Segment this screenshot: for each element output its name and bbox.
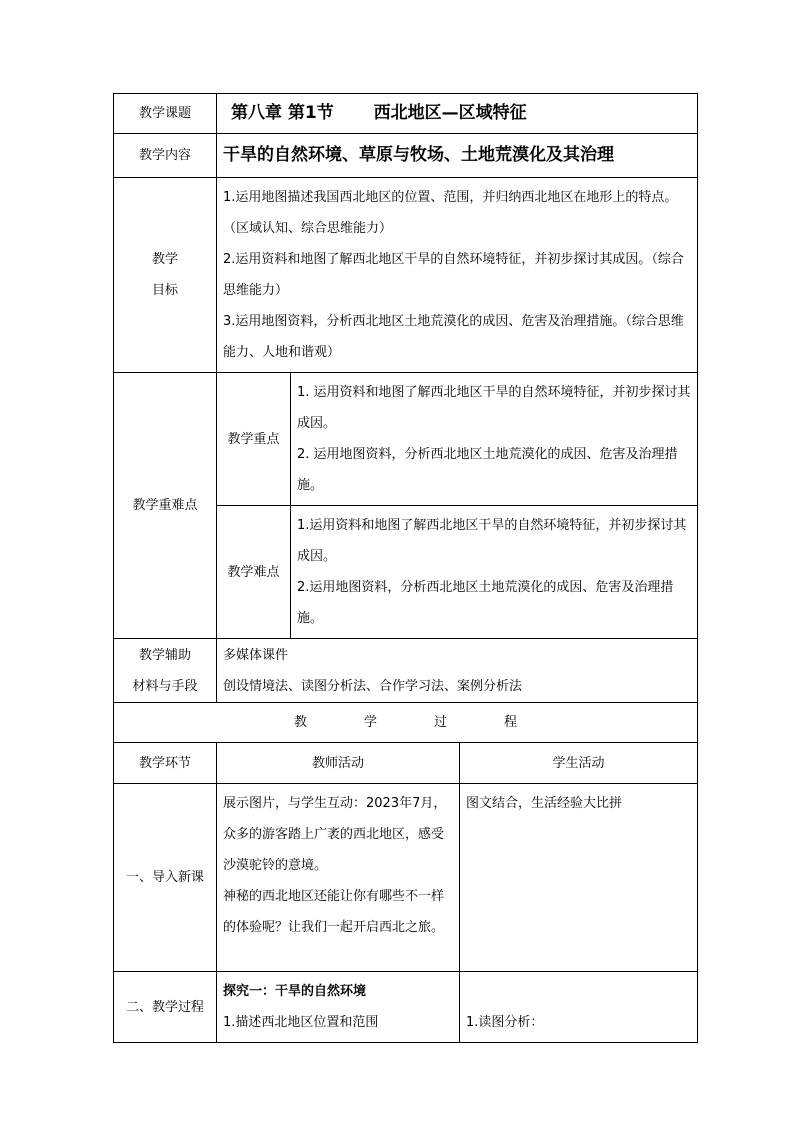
topic-label: 教学课题 xyxy=(114,94,217,134)
process-char: 教 xyxy=(293,715,307,730)
key-point: 1. 运用资料和地图了解西北地区干旱的自然环境特征，并初步探讨其成因。 xyxy=(297,385,691,431)
content-label: 教学内容 xyxy=(114,134,217,178)
stage1-student: 图文结合，生活经验大比拼 xyxy=(460,784,698,972)
stage1-teacher xyxy=(217,784,460,972)
goal-label-line-1: 教学 xyxy=(151,252,178,267)
process-char: 过 xyxy=(433,715,447,730)
goal-item: 2.运用资料和地图了解西北地区干旱的自然环境特征，并初步探讨其成因。（综合思维能力） xyxy=(223,252,684,298)
aids-line-1: 多媒体课件 xyxy=(223,647,289,663)
keypoints-label: 教学重难点 xyxy=(114,373,217,639)
topic-title xyxy=(217,94,698,134)
aids-label xyxy=(114,639,217,703)
difficult-point: 2.运用地图资料，分析西北地区土地荒漠化的成因、危害及治理措施。 xyxy=(297,580,674,626)
goals-cell xyxy=(217,178,698,373)
process-char: 学 xyxy=(363,715,377,730)
goal-item: 1.运用地图描述我国西北地区的位置、范围，并归纳西北地区在地形上的特点。（区域认知、综合思维能力） xyxy=(223,190,678,236)
difficult-label: 教学难点 xyxy=(217,506,291,639)
col-student-header: 学生活动 xyxy=(460,743,698,784)
key-point: 2. 运用地图资料，分析西北地区土地荒漠化的成因、危害及治理措施。 xyxy=(297,447,678,493)
lesson-plan-table xyxy=(113,93,698,1043)
key-points-cell xyxy=(291,373,698,506)
goal-item: 3.运用地图资料，分析西北地区土地荒漠化的成因、危害及治理措施。（综合思维能力、人地和谐观） xyxy=(223,314,684,360)
stage2-teacher xyxy=(217,972,460,1043)
stage2-teacher-item: 1.描述西北地区位置和范围 xyxy=(223,1015,379,1030)
goal-label xyxy=(114,178,217,373)
aids-cell xyxy=(217,639,698,703)
topic-region: 西北地区—区域特征 xyxy=(373,103,527,123)
key-label: 教学重点 xyxy=(217,373,291,506)
stage2-teacher-heading: 探究一：干旱的自然环境 xyxy=(223,984,367,999)
stage1-teacher-para: 展示图片，与学生互动：2023年7月，众多的游客踏上广袤的西北地区，感受沙漠驼铃的意境。 xyxy=(223,796,447,873)
content-text: 干旱的自然环境、草原与牧场、土地荒漠化及其治理 xyxy=(217,134,698,178)
lesson-plan xyxy=(113,93,697,1043)
aids-label-line-1: 教学辅助 xyxy=(138,647,191,663)
topic-chapter: 第八章 第1节 xyxy=(231,103,334,123)
stage1-teacher-para: 神秘的西北地区还能让你有哪些不一样的体验呢？让我们一起开启西北之旅。 xyxy=(223,889,445,935)
process-char: 程 xyxy=(503,715,517,730)
process-heading xyxy=(114,703,698,743)
aids-label-line-2: 材料与手段 xyxy=(132,678,198,694)
difficult-points-cell xyxy=(291,506,698,639)
stage1-label: 一、导入新课 xyxy=(114,784,217,972)
col-stage-header: 教学环节 xyxy=(114,743,217,784)
aids-line-2: 创设情境法、读图分析法、合作学习法、案例分析法 xyxy=(223,678,523,694)
stage2-student: 1.读图分析： xyxy=(460,972,698,1043)
difficult-point: 1.运用资料和地图了解西北地区干旱的自然环境特征，并初步探讨其成因。 xyxy=(297,518,687,564)
stage2-label: 二、教学过程 xyxy=(114,972,217,1043)
goal-label-line-2: 目标 xyxy=(151,283,178,298)
col-teacher-header: 教师活动 xyxy=(217,743,460,784)
